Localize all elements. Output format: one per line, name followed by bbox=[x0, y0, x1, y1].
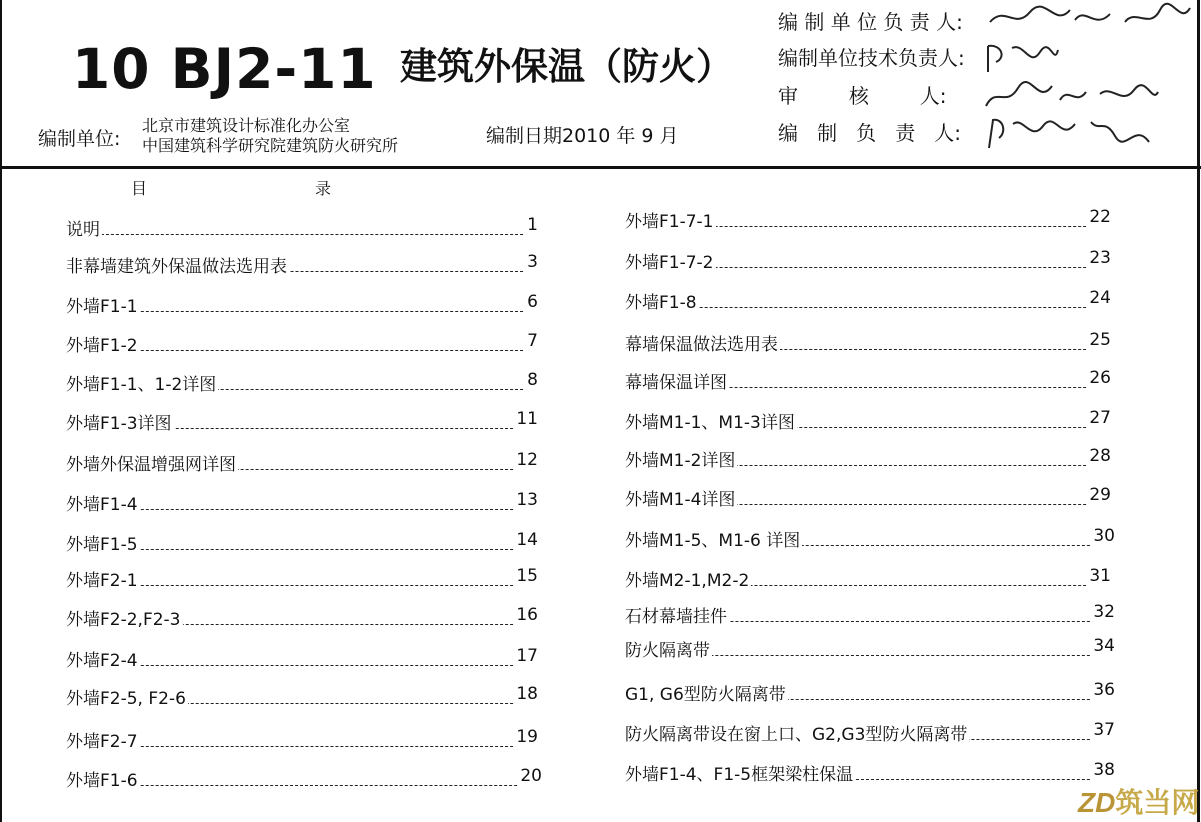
toc-entry[interactable]: 外墙F2-5, F2-6 18 bbox=[66, 684, 538, 709]
resp-reviewer-label: 审 核 人: bbox=[778, 84, 947, 108]
org-line-1: 北京市建筑设计标准化办公室 bbox=[142, 116, 351, 135]
toc-entry[interactable]: 外墙F1-8 24 bbox=[625, 288, 1111, 313]
watermark-logo-icon: ZD bbox=[1078, 787, 1116, 818]
toc-entry[interactable]: 非幕墙建筑外保温做法选用表 3 bbox=[66, 252, 538, 277]
toc-entry[interactable]: 外墙F1-1、1-2详图 8 bbox=[66, 370, 538, 395]
toc-heading-mu: 目 bbox=[131, 179, 148, 198]
resp-tech-head-label: 编制单位技术负责人: bbox=[778, 46, 965, 70]
signature-tech-head bbox=[982, 38, 1062, 76]
toc-entry[interactable]: 外墙F1-7-2 23 bbox=[625, 248, 1111, 273]
toc-entry[interactable]: 外墙M1-1、M1-3详图 27 bbox=[625, 408, 1111, 433]
toc-entry[interactable]: 外墙M1-5、M1-6 详图 30 bbox=[625, 526, 1115, 551]
watermark-text: 筑当网 bbox=[1115, 787, 1200, 818]
toc-entry[interactable]: 幕墙保温做法选用表 25 bbox=[625, 330, 1111, 355]
toc-entry[interactable]: 外墙F1-4、F1-5框架梁柱保温 38 bbox=[625, 760, 1115, 785]
toc-entry[interactable]: G1, G6型防火隔离带 36 bbox=[625, 680, 1115, 705]
org-label: 编制单位: bbox=[38, 128, 121, 150]
toc-entry[interactable]: 石材幕墙挂件 32 bbox=[625, 602, 1115, 627]
atlas-title: 建筑外保温（防火） bbox=[400, 45, 733, 88]
signature-reviewer bbox=[982, 76, 1162, 114]
signature-compiler bbox=[985, 112, 1155, 154]
compile-date: 编制日期2010 年 9 月 bbox=[486, 125, 679, 147]
toc-heading-lu: 录 bbox=[315, 179, 332, 198]
toc-entry[interactable]: 幕墙保温详图 26 bbox=[625, 368, 1111, 393]
right-border bbox=[1197, 0, 1200, 822]
toc-entry[interactable]: 外墙外保温增强网详图 12 bbox=[66, 450, 538, 475]
toc-entry[interactable]: 外墙F2-7 19 bbox=[66, 727, 538, 752]
signature-unit-head bbox=[985, 0, 1195, 38]
toc-entry[interactable]: 外墙M1-2详图 28 bbox=[625, 446, 1111, 471]
toc-entry[interactable]: 外墙F2-1 15 bbox=[66, 566, 538, 591]
toc-entry[interactable]: 外墙F1-2 7 bbox=[66, 331, 538, 356]
toc-entry[interactable]: 防火隔离带设在窗上口、G2,G3型防火隔离带 37 bbox=[625, 720, 1115, 745]
toc-entry[interactable]: 外墙F1-3详图 11 bbox=[66, 409, 538, 434]
org-line-2: 中国建筑科学研究院建筑防火研究所 bbox=[142, 136, 399, 155]
site-watermark bbox=[1078, 781, 1199, 821]
toc-entry[interactable]: 外墙F1-4 13 bbox=[66, 490, 538, 515]
toc-entry[interactable]: 外墙M1-4详图 29 bbox=[625, 485, 1111, 510]
toc-entry[interactable]: 说明 1 bbox=[66, 215, 538, 240]
resp-unit-head-label: 编 制 单 位 负 责 人: bbox=[778, 10, 963, 34]
toc-entry[interactable]: 外墙F1-1 6 bbox=[66, 292, 538, 317]
header-divider bbox=[0, 166, 1201, 169]
toc-entry[interactable]: 外墙F2-4 17 bbox=[66, 646, 538, 671]
toc-entry[interactable]: 外墙F2-2,F2-3 16 bbox=[66, 605, 538, 630]
resp-compiler-label: 编 制 负 责 人: bbox=[778, 121, 962, 145]
toc-entry[interactable]: 外墙F1-5 14 bbox=[66, 530, 538, 555]
atlas-code: 10 BJ2-11 bbox=[72, 37, 377, 101]
left-border bbox=[0, 0, 2, 822]
toc-entry[interactable]: 外墙M2-1,M2-2 31 bbox=[625, 566, 1111, 591]
toc-entry[interactable]: 外墙F1-7-1 22 bbox=[625, 207, 1111, 232]
toc-entry[interactable]: 防火隔离带 34 bbox=[625, 636, 1115, 661]
toc-entry[interactable]: 外墙F1-6 20 bbox=[66, 766, 542, 791]
